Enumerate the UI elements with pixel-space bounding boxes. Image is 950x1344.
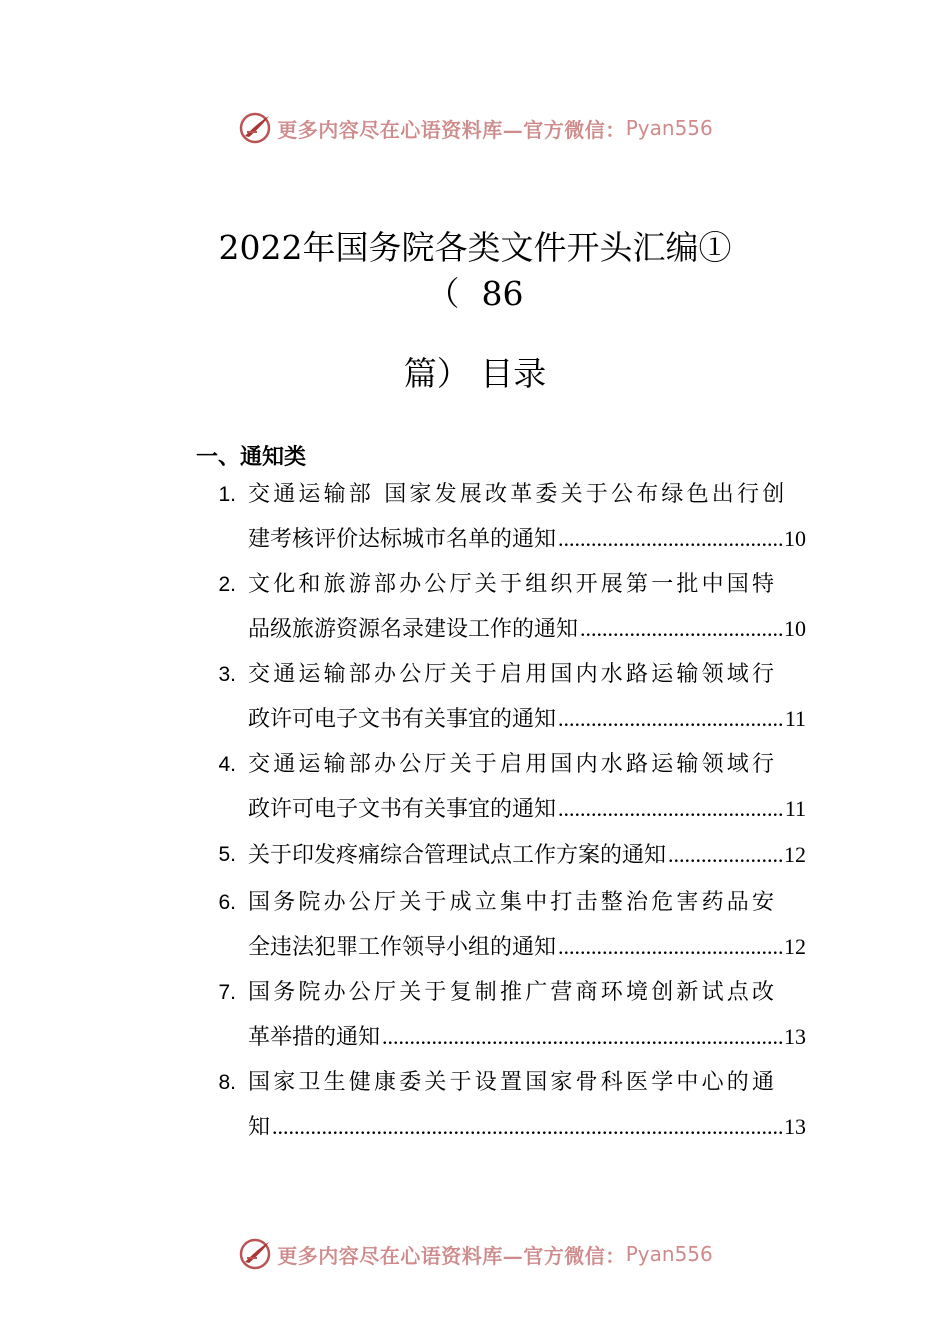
- watermark-header: [0, 108, 950, 148]
- toc-item-title-line1: 交通运输部 国家发展改革委关于公布绿色出行创: [248, 482, 788, 507]
- watermark-wechat-id: Pyan556: [625, 116, 713, 140]
- toc-item-title-tail: 全违法犯罪工作领导小组的通知: [248, 935, 557, 960]
- toc-item-title-tail: 政许可电子文书有关事宜的通知: [248, 797, 557, 822]
- toc-item-number: 7.: [218, 981, 236, 1004]
- toc-leader-dots: [558, 704, 783, 734]
- watermark-footer: [0, 1234, 950, 1274]
- toc-item-title-tail: 政许可电子文书有关事宜的通知: [248, 707, 557, 732]
- quill-logo-icon: [237, 1236, 273, 1272]
- toc-item-title-line2: [248, 1022, 806, 1053]
- toc-item-page: 11: [784, 796, 806, 821]
- document-title-line1: 2022年国务院各类文件开头汇编①: [218, 228, 732, 267]
- toc-item-page: 12: [784, 934, 806, 959]
- quill-logo-icon: [237, 110, 273, 146]
- toc-item-number: 2.: [218, 573, 236, 596]
- watermark-wechat-id: Pyan556: [625, 1242, 713, 1266]
- toc-item-title-tail: 革举措的通知: [248, 1025, 381, 1050]
- toc-item-title-tail: 建考核评价达标城市名单的通知: [248, 527, 557, 552]
- toc-item-page: 13: [784, 1024, 806, 1049]
- toc-item-number: 6.: [218, 891, 236, 914]
- toc-leader-dots: [382, 1022, 782, 1052]
- toc-item-title-line1: 交通运输部办公厅关于启用国内水路运输领域行: [248, 752, 778, 777]
- toc-item-page: 11: [784, 706, 806, 731]
- watermark-text: 更多内容尽在心语资料库—官方微信：: [277, 1243, 626, 1268]
- toc-leader-dots: [558, 932, 782, 962]
- toc-item-title-line2: [248, 932, 806, 963]
- section-heading: 一、通知类: [196, 445, 307, 470]
- toc-item-title-line1: 文化和旅游部办公厅关于组织开展第一批中国特: [248, 572, 778, 597]
- toc-item-number: 4.: [218, 753, 236, 776]
- toc-item-page: 12: [784, 842, 806, 867]
- toc-leader-dots: [558, 524, 782, 554]
- toc-item-number: 8.: [218, 1071, 236, 1094]
- title-paren-open: （: [426, 274, 460, 313]
- toc-item-title-line2: [248, 614, 806, 645]
- title-count: 86: [481, 274, 524, 313]
- toc-item-page: 13: [784, 1114, 806, 1139]
- toc-item-title-line1: 国务院办公厅关于复制推广营商环境创新试点改: [248, 980, 778, 1005]
- toc-item-page: 10: [784, 616, 806, 641]
- document-title-line3: 篇） 目录: [403, 354, 547, 393]
- toc-item-title-tail: 知: [248, 1115, 271, 1140]
- toc-item-title-line1: 交通运输部办公厅关于启用国内水路运输领域行: [248, 662, 778, 687]
- toc-item-number: 1.: [218, 483, 236, 506]
- watermark-text: 更多内容尽在心语资料库—官方微信：: [277, 117, 626, 142]
- toc-leader-dots: [580, 614, 782, 644]
- toc-item-title-line2: [248, 704, 806, 735]
- toc-item-title-line2: [248, 840, 806, 871]
- toc-item-title-line2: [248, 794, 806, 825]
- toc-item-title-line2: [248, 524, 806, 555]
- toc-leader-dots: [272, 1112, 782, 1142]
- toc-item-number: 5.: [218, 843, 236, 866]
- toc-item-title-line2: [248, 1112, 806, 1143]
- document-title-line2: [0, 274, 950, 314]
- toc-item-title-tail: 关于印发疼痛综合管理试点工作方案的通知: [248, 843, 667, 868]
- toc-item-number: 3.: [218, 663, 236, 686]
- toc-item-page: 10: [784, 526, 806, 551]
- toc-item-title-tail: 品级旅游资源名录建设工作的通知: [248, 617, 579, 642]
- toc-item-title-line1: 国家卫生健康委关于设置国家骨科医学中心的通: [248, 1070, 778, 1095]
- toc-item-title-line1: 国务院办公厅关于成立集中打击整治危害药品安: [248, 890, 778, 915]
- toc-leader-dots: [668, 840, 782, 870]
- toc-leader-dots: [558, 794, 783, 824]
